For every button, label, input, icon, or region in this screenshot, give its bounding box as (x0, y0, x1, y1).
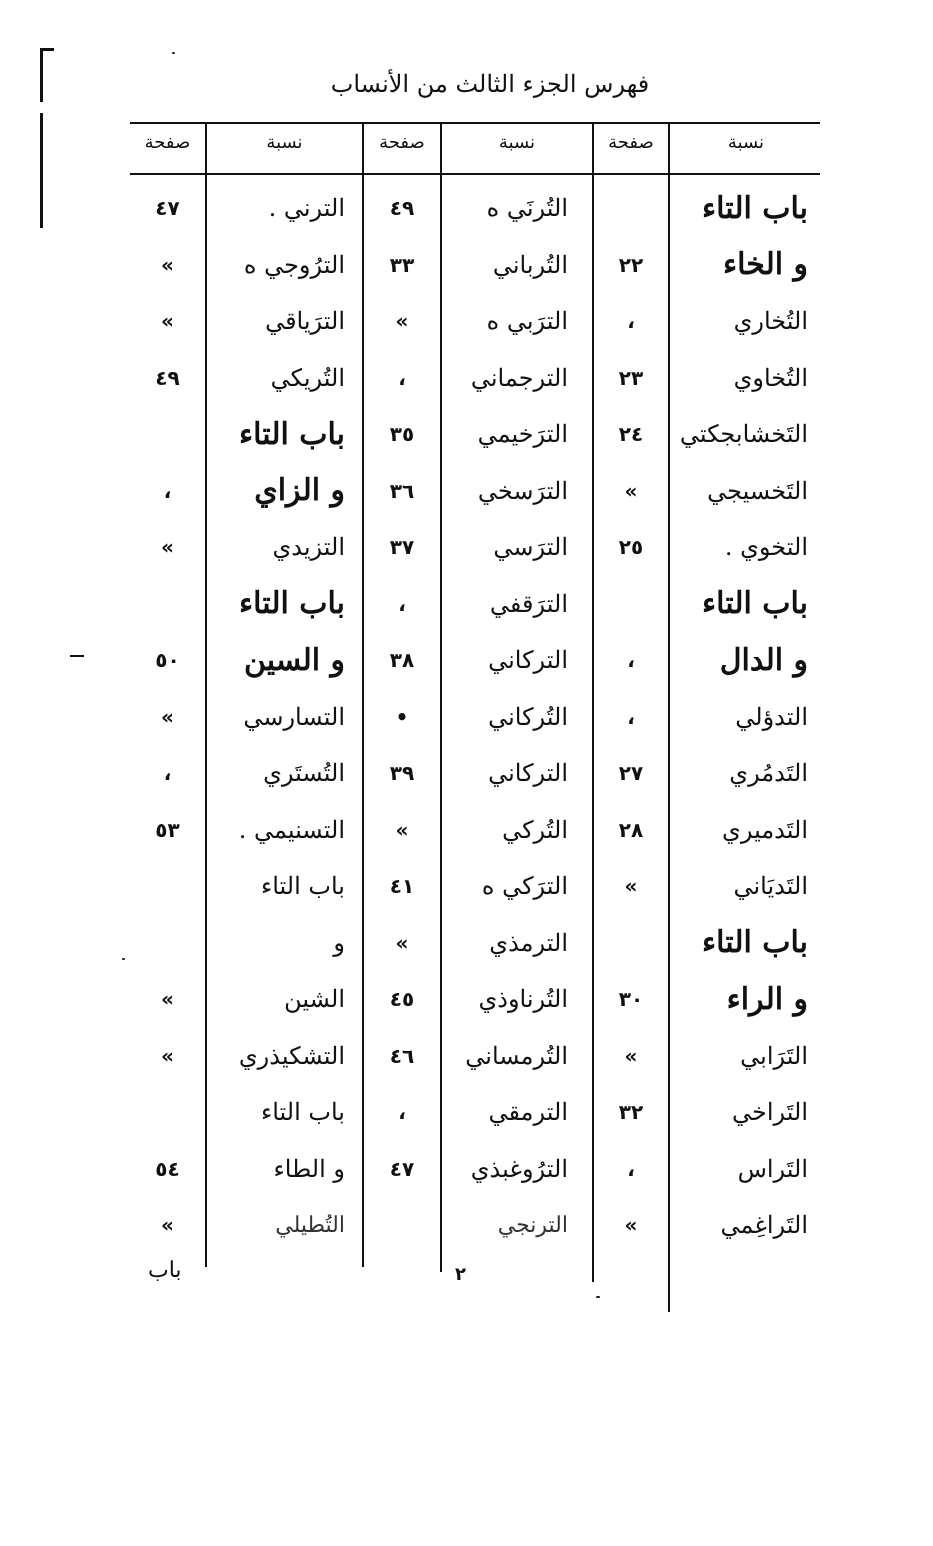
header-page-2: صفحة (379, 132, 425, 153)
table-row (418, 632, 568, 689)
nisba-entry: الترمقي (488, 1098, 568, 1127)
nisba-entry: التَخشابجكتي (679, 420, 808, 449)
page-number-entry: ، (163, 761, 172, 786)
table-row (658, 858, 808, 915)
table-row (658, 350, 808, 407)
table-row (130, 1141, 205, 1198)
nisba-entry: و الدال (719, 642, 808, 678)
nisba-entry: التَراخي (732, 1098, 808, 1127)
nisba-entry: التُخاري (733, 307, 808, 336)
nisba-entry: التُركي (502, 815, 568, 844)
page-number-entry: » (161, 987, 174, 1012)
table-row (658, 1028, 808, 1085)
page-column-3 (130, 180, 205, 1546)
nisba-entry: الترَسخي (477, 476, 568, 505)
table-row (195, 915, 345, 972)
table-row (364, 180, 440, 237)
page-number-entry: ٣٥ (389, 422, 415, 447)
page-number-entry: » (624, 478, 638, 503)
table-row (658, 802, 808, 859)
table-row (130, 858, 205, 915)
nisba-entry: التَدمُري (729, 759, 808, 788)
nisba-column-3 (195, 180, 345, 1254)
table-row (130, 632, 205, 689)
table-row (130, 915, 205, 972)
left-margin-tick (40, 48, 54, 51)
page-number-entry: ٣٩ (389, 761, 415, 786)
table-row (658, 689, 808, 746)
table-row (418, 915, 568, 972)
page-number-entry: ٣٧ (389, 535, 415, 560)
table-row (195, 971, 345, 1028)
page-number-entry: » (161, 1213, 174, 1238)
table-row (418, 858, 568, 915)
page-number-entry: ٢٤ (618, 422, 644, 447)
table-row (364, 237, 440, 294)
table-row (364, 350, 440, 407)
table-row (130, 1197, 205, 1254)
page-number-entry: ٤٦ (389, 1043, 415, 1068)
table-row (195, 293, 345, 350)
table-row (658, 971, 808, 1028)
nisba-entry: التَدميري (722, 815, 808, 844)
nisba-entry: باب التاء (260, 1098, 345, 1127)
table-row (594, 463, 668, 520)
table-row (195, 350, 345, 407)
nisba-entry: الترَخيمي (477, 420, 568, 449)
table-row (195, 1197, 345, 1254)
nisba-entry: الترَسي (493, 533, 568, 562)
page-number-entry: ٢٢ (618, 252, 644, 277)
nisba-entry: التَرَابي (740, 1041, 808, 1070)
nisba-entry: الشين (284, 985, 345, 1014)
page-number-entry: ٤٥ (389, 987, 415, 1012)
table-row (130, 237, 205, 294)
table-row (658, 463, 808, 520)
table-row (658, 1197, 808, 1254)
page-number-entry: » (624, 1043, 638, 1068)
page-number-entry: ، (627, 1156, 635, 1181)
nisba-column-2 (418, 180, 568, 1254)
table-row (658, 1141, 808, 1198)
header-page-1: صفحة (608, 132, 654, 153)
table-row (418, 1197, 568, 1254)
nisba-entry: التُرمساني (465, 1041, 568, 1070)
table-row (594, 576, 668, 633)
table-row (130, 689, 205, 746)
page-number-entry: ، (627, 648, 635, 673)
nisba-entry: الترُوجي ه (243, 250, 345, 279)
table-row (195, 1084, 345, 1141)
table-row (364, 971, 440, 1028)
nisba-entry: الترَياقي (265, 307, 345, 336)
table-row (130, 576, 205, 633)
page-number-entry: ٣٨ (389, 648, 415, 673)
page-number-entry: ٥٤ (155, 1156, 180, 1181)
table-row (130, 406, 205, 463)
table-row (364, 576, 440, 633)
page-number-entry: ٢٨ (618, 817, 644, 842)
page-number-entry: ٤١ (389, 874, 415, 899)
page-number-entry: » (161, 252, 174, 277)
table-row (130, 293, 205, 350)
nisba-entry: و (333, 928, 345, 957)
table-header-rule (130, 173, 820, 175)
table-row (364, 293, 440, 350)
table-row (364, 745, 440, 802)
nisba-entry: التُرنَي ه (486, 194, 568, 223)
table-row (658, 745, 808, 802)
nisba-entry: و الراء (726, 981, 808, 1017)
table-row (594, 406, 668, 463)
nisba-entry: الترَقفي (489, 589, 568, 618)
page-number-entry: ، (627, 309, 635, 334)
page-number-entry: ٤٩ (389, 196, 415, 221)
table-row (364, 858, 440, 915)
nisba-entry: التُرباني (492, 250, 568, 279)
table-row (418, 689, 568, 746)
page-column-2 (364, 180, 440, 1546)
nisba-entry: باب التاء (702, 925, 808, 961)
page-number-entry: » (624, 874, 638, 899)
nisba-entry: باب التاء (702, 190, 808, 226)
table-row (195, 1141, 345, 1198)
page-number-entry: ، (163, 478, 172, 503)
nisba-entry: الترمذي (489, 928, 568, 957)
table-row (594, 971, 668, 1028)
table-row (130, 519, 205, 576)
table-top-rule (130, 122, 820, 124)
nisba-entry: التَخسيجي (707, 476, 808, 505)
nisba-entry: التُرناوذي (478, 985, 568, 1014)
nisba-entry: باب التاء (260, 872, 345, 901)
table-row (195, 689, 345, 746)
page-number-entry: ، (398, 1100, 406, 1125)
header-page-3: صفحة (144, 132, 191, 153)
table-row (658, 293, 808, 350)
page-number-entry: ٢٣ (618, 365, 644, 390)
table-row (364, 1084, 440, 1141)
table-row (658, 406, 808, 463)
table-row (418, 293, 568, 350)
table-row (418, 350, 568, 407)
table-row (594, 350, 668, 407)
table-row (130, 971, 205, 1028)
page-number-entry: ٥٠ (155, 648, 180, 673)
table-row (195, 576, 345, 633)
nisba-column-1 (658, 180, 808, 1254)
page-number-entry: ٣٦ (389, 478, 415, 503)
page-number-entry: » (395, 817, 409, 842)
nisba-entry: الترُوغبذي (470, 1154, 568, 1183)
table-row (594, 293, 668, 350)
nisba-entry: الترَبي ه (486, 307, 568, 336)
table-row (594, 745, 668, 802)
page-number-entry: ٣٣ (389, 252, 415, 277)
table-row (658, 915, 808, 972)
page-number-entry: ٢٧ (618, 761, 644, 786)
nisba-entry: التُخاوي (733, 363, 808, 392)
table-row (195, 519, 345, 576)
nisba-entry: باب التاء (702, 586, 808, 622)
table-row (130, 1084, 205, 1141)
table-row (418, 406, 568, 463)
table-row (594, 180, 668, 237)
table-row (195, 463, 345, 520)
table-row (195, 858, 345, 915)
page-number-entry: • (395, 704, 409, 729)
table-row (594, 1028, 668, 1085)
page-number-entry: » (395, 309, 409, 334)
table-row (658, 237, 808, 294)
table-row (658, 180, 808, 237)
table-row (418, 576, 568, 633)
table-row (364, 1197, 440, 1254)
table-row (418, 1141, 568, 1198)
nisba-entry: التدؤلي (735, 702, 808, 731)
page-number-entry: ، (398, 365, 406, 390)
nisba-entry: و الزاي (254, 473, 345, 509)
header-nisba-1: نسبة (727, 132, 765, 153)
table-row (364, 689, 440, 746)
left-margin-bracket (40, 48, 43, 228)
table-row (195, 406, 345, 463)
catchword: باب (148, 1258, 182, 1283)
table-row (195, 180, 345, 237)
page-column-1 (594, 180, 668, 1546)
table-row (130, 463, 205, 520)
table-row (418, 971, 568, 1028)
nisba-entry: الترنجي (497, 1212, 568, 1238)
table-row (658, 1084, 808, 1141)
nisba-entry: التشكيذري (238, 1041, 345, 1070)
nisba-entry: باب التاء (239, 416, 345, 452)
table-row (594, 632, 668, 689)
nisba-entry: الترني . (268, 194, 345, 223)
table-row (418, 519, 568, 576)
nisba-entry: باب التاء (239, 586, 345, 622)
page-number-entry: ٤٧ (389, 1156, 415, 1181)
nisba-entry: الترَكي ه (481, 872, 568, 901)
header-nisba-3: نسبة (266, 132, 303, 153)
table-row (594, 915, 668, 972)
table-row (418, 463, 568, 520)
table-row (364, 802, 440, 859)
nisba-entry: و السين (243, 642, 345, 678)
table-row (130, 1028, 205, 1085)
table-row (130, 350, 205, 407)
table-row (364, 915, 440, 972)
page-number-entry: ٣٠ (618, 987, 644, 1012)
nisba-entry: التُريكي (270, 363, 345, 392)
page-number-entry: » (161, 1043, 174, 1068)
table-row (130, 802, 205, 859)
left-margin-dash (70, 655, 84, 657)
table-row (364, 1028, 440, 1085)
nisba-entry: التسارسي (243, 702, 345, 731)
table-row (594, 237, 668, 294)
table-row (658, 632, 808, 689)
table-row (594, 1084, 668, 1141)
page-number-entry: » (395, 930, 409, 955)
table-row (364, 632, 440, 689)
table-row (195, 237, 345, 294)
table-row (418, 745, 568, 802)
nisba-entry: و الطاء (273, 1154, 345, 1183)
page-number-entry: ٣٢ (618, 1100, 644, 1125)
table-row (130, 180, 205, 237)
page-number-entry: ، (398, 591, 406, 616)
nisba-entry: و الخاء (722, 247, 808, 283)
nisba-entry: التُطيلي (275, 1212, 345, 1238)
table-row (594, 689, 668, 746)
page-number-entry: ٤٧ (155, 196, 180, 221)
page-number-entry: » (624, 1213, 638, 1238)
page-title: فهرس الجزء الثالث من الأنساب (330, 70, 650, 98)
table-row (594, 858, 668, 915)
nisba-entry: التُستَري (263, 759, 345, 788)
nisba-entry: التَراس (737, 1154, 808, 1183)
table-row (418, 802, 568, 859)
table-row (594, 1141, 668, 1198)
table-row (418, 1084, 568, 1141)
nisba-entry: التخوي . (724, 533, 808, 562)
page-number-entry: ، (627, 704, 635, 729)
table-row (418, 1028, 568, 1085)
nisba-entry: التسنيمي . (238, 815, 345, 844)
nisba-entry: الترجماني (470, 363, 568, 392)
table-row (195, 1028, 345, 1085)
nisba-entry: التركاني (488, 646, 568, 675)
nisba-entry: التزيدي (272, 533, 345, 562)
table-row (364, 1141, 440, 1198)
table-row (195, 745, 345, 802)
page-number-entry: ٢٥ (618, 535, 644, 560)
table-row (418, 180, 568, 237)
page-speck (172, 52, 175, 54)
header-nisba-2: نسبة (498, 132, 536, 153)
page-number-entry: » (161, 535, 174, 560)
table-row (195, 632, 345, 689)
table-row (594, 519, 668, 576)
table-row (658, 576, 808, 633)
table-row (364, 406, 440, 463)
page-number-entry: ٤٩ (155, 365, 180, 390)
table-row (418, 237, 568, 294)
page-number-entry: » (161, 704, 174, 729)
nisba-entry: التَراغِمي (720, 1211, 808, 1240)
table-row (594, 1197, 668, 1254)
table-row (195, 802, 345, 859)
page-speck (122, 958, 125, 960)
page-number: ٢ (455, 1264, 466, 1285)
page-number-entry: » (161, 309, 174, 334)
nisba-entry: التُركاني (488, 702, 568, 731)
page-number-entry: ٥٣ (155, 817, 180, 842)
nisba-entry: التَديَاني (733, 872, 808, 901)
table-row (364, 463, 440, 520)
table-row (130, 745, 205, 802)
table-row (658, 519, 808, 576)
table-row (594, 802, 668, 859)
nisba-entry: التركاني (488, 759, 568, 788)
table-row (364, 519, 440, 576)
